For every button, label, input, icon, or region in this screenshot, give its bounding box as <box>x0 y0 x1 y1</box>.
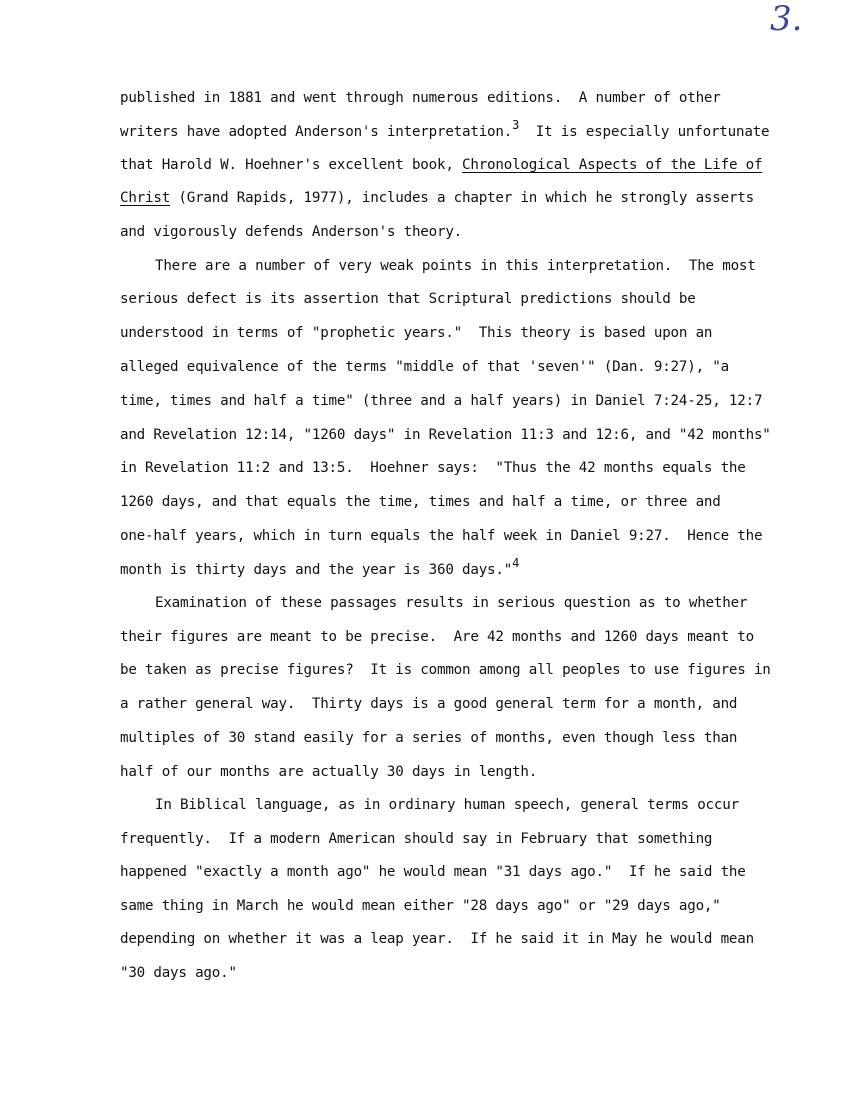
text-segment: (Grand Rapids, 1977), includes a chapter in which he strongly asserts <box>170 190 754 206</box>
text-segment: It is especially unfortunate <box>519 124 770 140</box>
text-line: multiples of 30 stand easily for a series of months, even though less than <box>120 730 738 746</box>
text-line <box>120 155 762 175</box>
text-line: serious defect is its assertion that Scriptural predictions should be <box>120 291 696 307</box>
text-line: "30 days ago." <box>120 965 237 981</box>
text-line: same thing in March he would mean either "28 days ago" or "29 days ago," <box>120 898 721 914</box>
text-line: a rather general way. Thirty days is a good general term for a month, and <box>120 696 738 712</box>
text-line: and vigorously defends Anderson's theory. <box>120 224 463 240</box>
text-line: their figures are meant to be precise. Are 42 months and 1260 days meant to <box>120 629 754 645</box>
text-line: depending on whether it was a leap year. If he said it in May he would mean <box>120 931 754 947</box>
book-title: Chronological Aspects of the Life of <box>462 157 763 173</box>
book-title: Christ <box>120 190 171 206</box>
text-line <box>120 556 520 580</box>
footnote-ref: 3 <box>512 118 520 132</box>
text-line: and Revelation 12:14, "1260 days" in Revelation 11:3 and 12:6, and "42 months" <box>120 427 771 443</box>
text-line: half of our months are actually 30 days in length. <box>120 764 538 780</box>
text-line: alleged equivalence of the terms "middle of that 'seven'" (Dan. 9:27), "a <box>120 359 729 375</box>
text-line: There are a number of very weak points in this interpretation. The most <box>155 258 756 274</box>
text-segment: writers have adopted Anderson's interpretation. <box>120 124 513 140</box>
text-line: frequently. If a modern American should say in February that something <box>120 831 713 847</box>
text-segment: that Harold W. Hoehner's excellent book, <box>120 157 463 173</box>
page-number: 3. <box>770 0 803 39</box>
text-line <box>120 118 770 142</box>
text-line: understood in terms of "prophetic years." This theory is based upon an <box>120 325 713 341</box>
text-line: 1260 days, and that equals the time, times and half a time, or three and <box>120 494 721 510</box>
text-line: happened "exactly a month ago" he would mean "31 days ago." If he said the <box>120 864 746 880</box>
text-line: published in 1881 and went through numerous editions. A number of other <box>120 90 721 106</box>
footnote-ref: 4 <box>512 556 520 570</box>
text-segment: month is thirty days and the year is 360 days." <box>120 562 513 578</box>
text-line: in Revelation 11:2 and 13:5. Hoehner says: "Thus the 42 months equals the <box>120 460 746 476</box>
text-line: Examination of these passages results in serious question as to whether <box>155 595 748 611</box>
text-line: In Biblical language, as in ordinary human speech, general terms occur <box>155 797 739 813</box>
text-line: be taken as precise figures? It is common among all peoples to use figures in <box>120 662 771 678</box>
text-line: one-half years, which in turn equals the half week in Daniel 9:27. Hence the <box>120 528 763 544</box>
text-line: time, times and half a time" (three and a half years) in Daniel 7:24-25, 12:7 <box>120 393 763 409</box>
text-line <box>120 188 754 208</box>
